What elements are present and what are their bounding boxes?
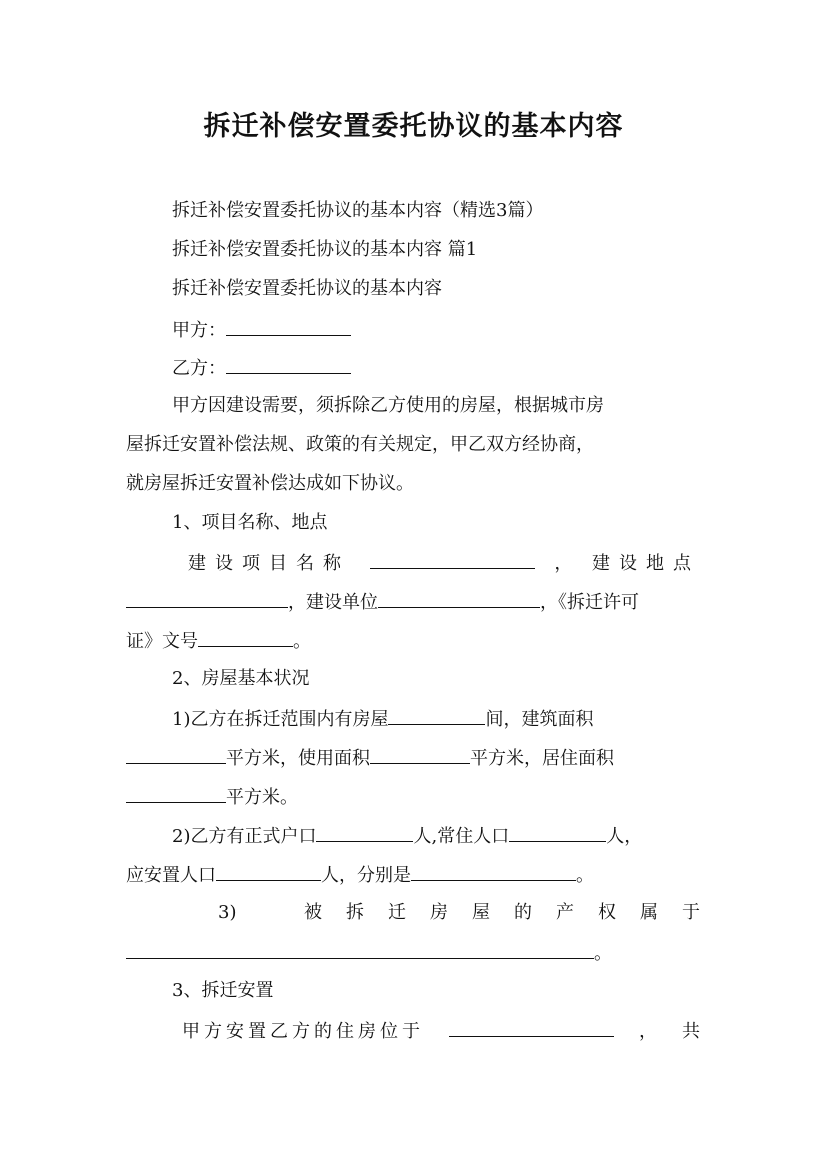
square-meter-text: 平方米。 — [226, 787, 298, 808]
total-text: 共 — [682, 1021, 700, 1042]
construction-unit-label: ，建设单位 — [288, 592, 378, 613]
party-a-label: 甲方： — [172, 320, 226, 341]
permit-number-label: 证》文号 — [126, 631, 198, 652]
preamble-line-1: 甲方因建设需要，须拆除乙方使用的房屋，根据城市房 — [172, 395, 604, 416]
registered-population-blank — [316, 823, 413, 842]
usable-area-label: 平方米，使用面积 — [226, 748, 370, 769]
period-text-2: 。 — [576, 865, 594, 886]
preamble-line-3: 就房屋拆迁安置补偿达成如下协议。 — [126, 473, 414, 494]
names-blank — [411, 862, 576, 881]
project-location-blank — [126, 589, 288, 608]
section-2-p2-line-1 — [172, 823, 642, 849]
project-name-label: 建设项目名称 — [188, 553, 350, 574]
resident-population-blank — [509, 823, 606, 842]
subtitle-line: 拆迁补偿安置委托协议的基本内容（精选3篇） — [172, 200, 544, 221]
housing-location-blank — [449, 1018, 614, 1037]
section-2-p1-line-2 — [126, 745, 614, 771]
permit-label: ，《拆迁许可 — [540, 592, 639, 613]
section-1-line-1 — [188, 550, 700, 576]
section-2-title: 2、房屋基本状况 — [172, 668, 310, 689]
construction-unit-blank — [378, 589, 540, 608]
period-text-3: 。 — [594, 943, 612, 964]
building-area-blank — [126, 745, 226, 764]
section-2-p2-line-2 — [126, 862, 594, 888]
party-b-line — [172, 355, 351, 381]
section-2-p1-line-1 — [172, 706, 593, 732]
party-b-blank — [226, 355, 351, 374]
persons-text: 人， — [606, 826, 643, 847]
section-3-p1-line-1 — [182, 1018, 700, 1044]
comma-text-2: ， — [639, 1021, 657, 1042]
section-1-title: 1、项目名称、地点 — [172, 512, 328, 533]
permit-number-blank — [198, 628, 293, 647]
rooms-label: 1)乙方在拆迁范围内有房屋 — [172, 709, 389, 730]
rooms-blank — [388, 706, 485, 725]
section-1-line-2 — [126, 589, 639, 615]
party-b-label: 乙方： — [172, 358, 226, 379]
building-area-label: 间，建筑面积 — [485, 709, 594, 730]
document-title: 拆迁补偿安置委托协议的基本内容 — [203, 111, 624, 142]
section-2-p1-line-3 — [126, 784, 298, 810]
section-2-p3-line-2 — [126, 940, 612, 966]
preamble-line-2: 屋拆迁安置补偿法规、政策的有关规定，甲乙双方经协商， — [126, 434, 594, 455]
heading-line: 拆迁补偿安置委托协议的基本内容 — [172, 278, 442, 299]
chapter-line: 拆迁补偿安置委托协议的基本内容 篇1 — [172, 239, 478, 260]
living-area-label: 平方米，居住面积 — [470, 748, 614, 769]
living-area-blank — [126, 784, 226, 803]
section-2-p3-line-1 — [218, 901, 724, 925]
names-label: 人，分别是 — [321, 865, 411, 886]
ownership-label: 被拆迁房屋的产权属于 — [304, 902, 724, 923]
ownership-blank — [126, 940, 594, 959]
resettlement-population-blank — [216, 862, 321, 881]
period-text: 。 — [293, 631, 311, 652]
usable-area-blank — [370, 745, 470, 764]
section-1-line-3 — [126, 628, 311, 654]
project-name-blank — [370, 550, 535, 569]
party-a-line — [172, 317, 351, 343]
resident-population-label: 人,常住人口 — [413, 826, 510, 847]
housing-location-label: 甲方安置乙方的住房位于 — [182, 1021, 424, 1042]
party-a-blank — [226, 317, 351, 336]
item-3-number: 3) — [218, 902, 237, 923]
project-location-label: 建设地点 — [591, 553, 700, 574]
section-3-title: 3、拆迁安置 — [172, 980, 274, 1001]
resettlement-population-label: 应安置人口 — [126, 865, 216, 886]
comma-text: ， — [554, 553, 573, 574]
registered-population-label: 2)乙方有正式户口 — [172, 826, 317, 847]
